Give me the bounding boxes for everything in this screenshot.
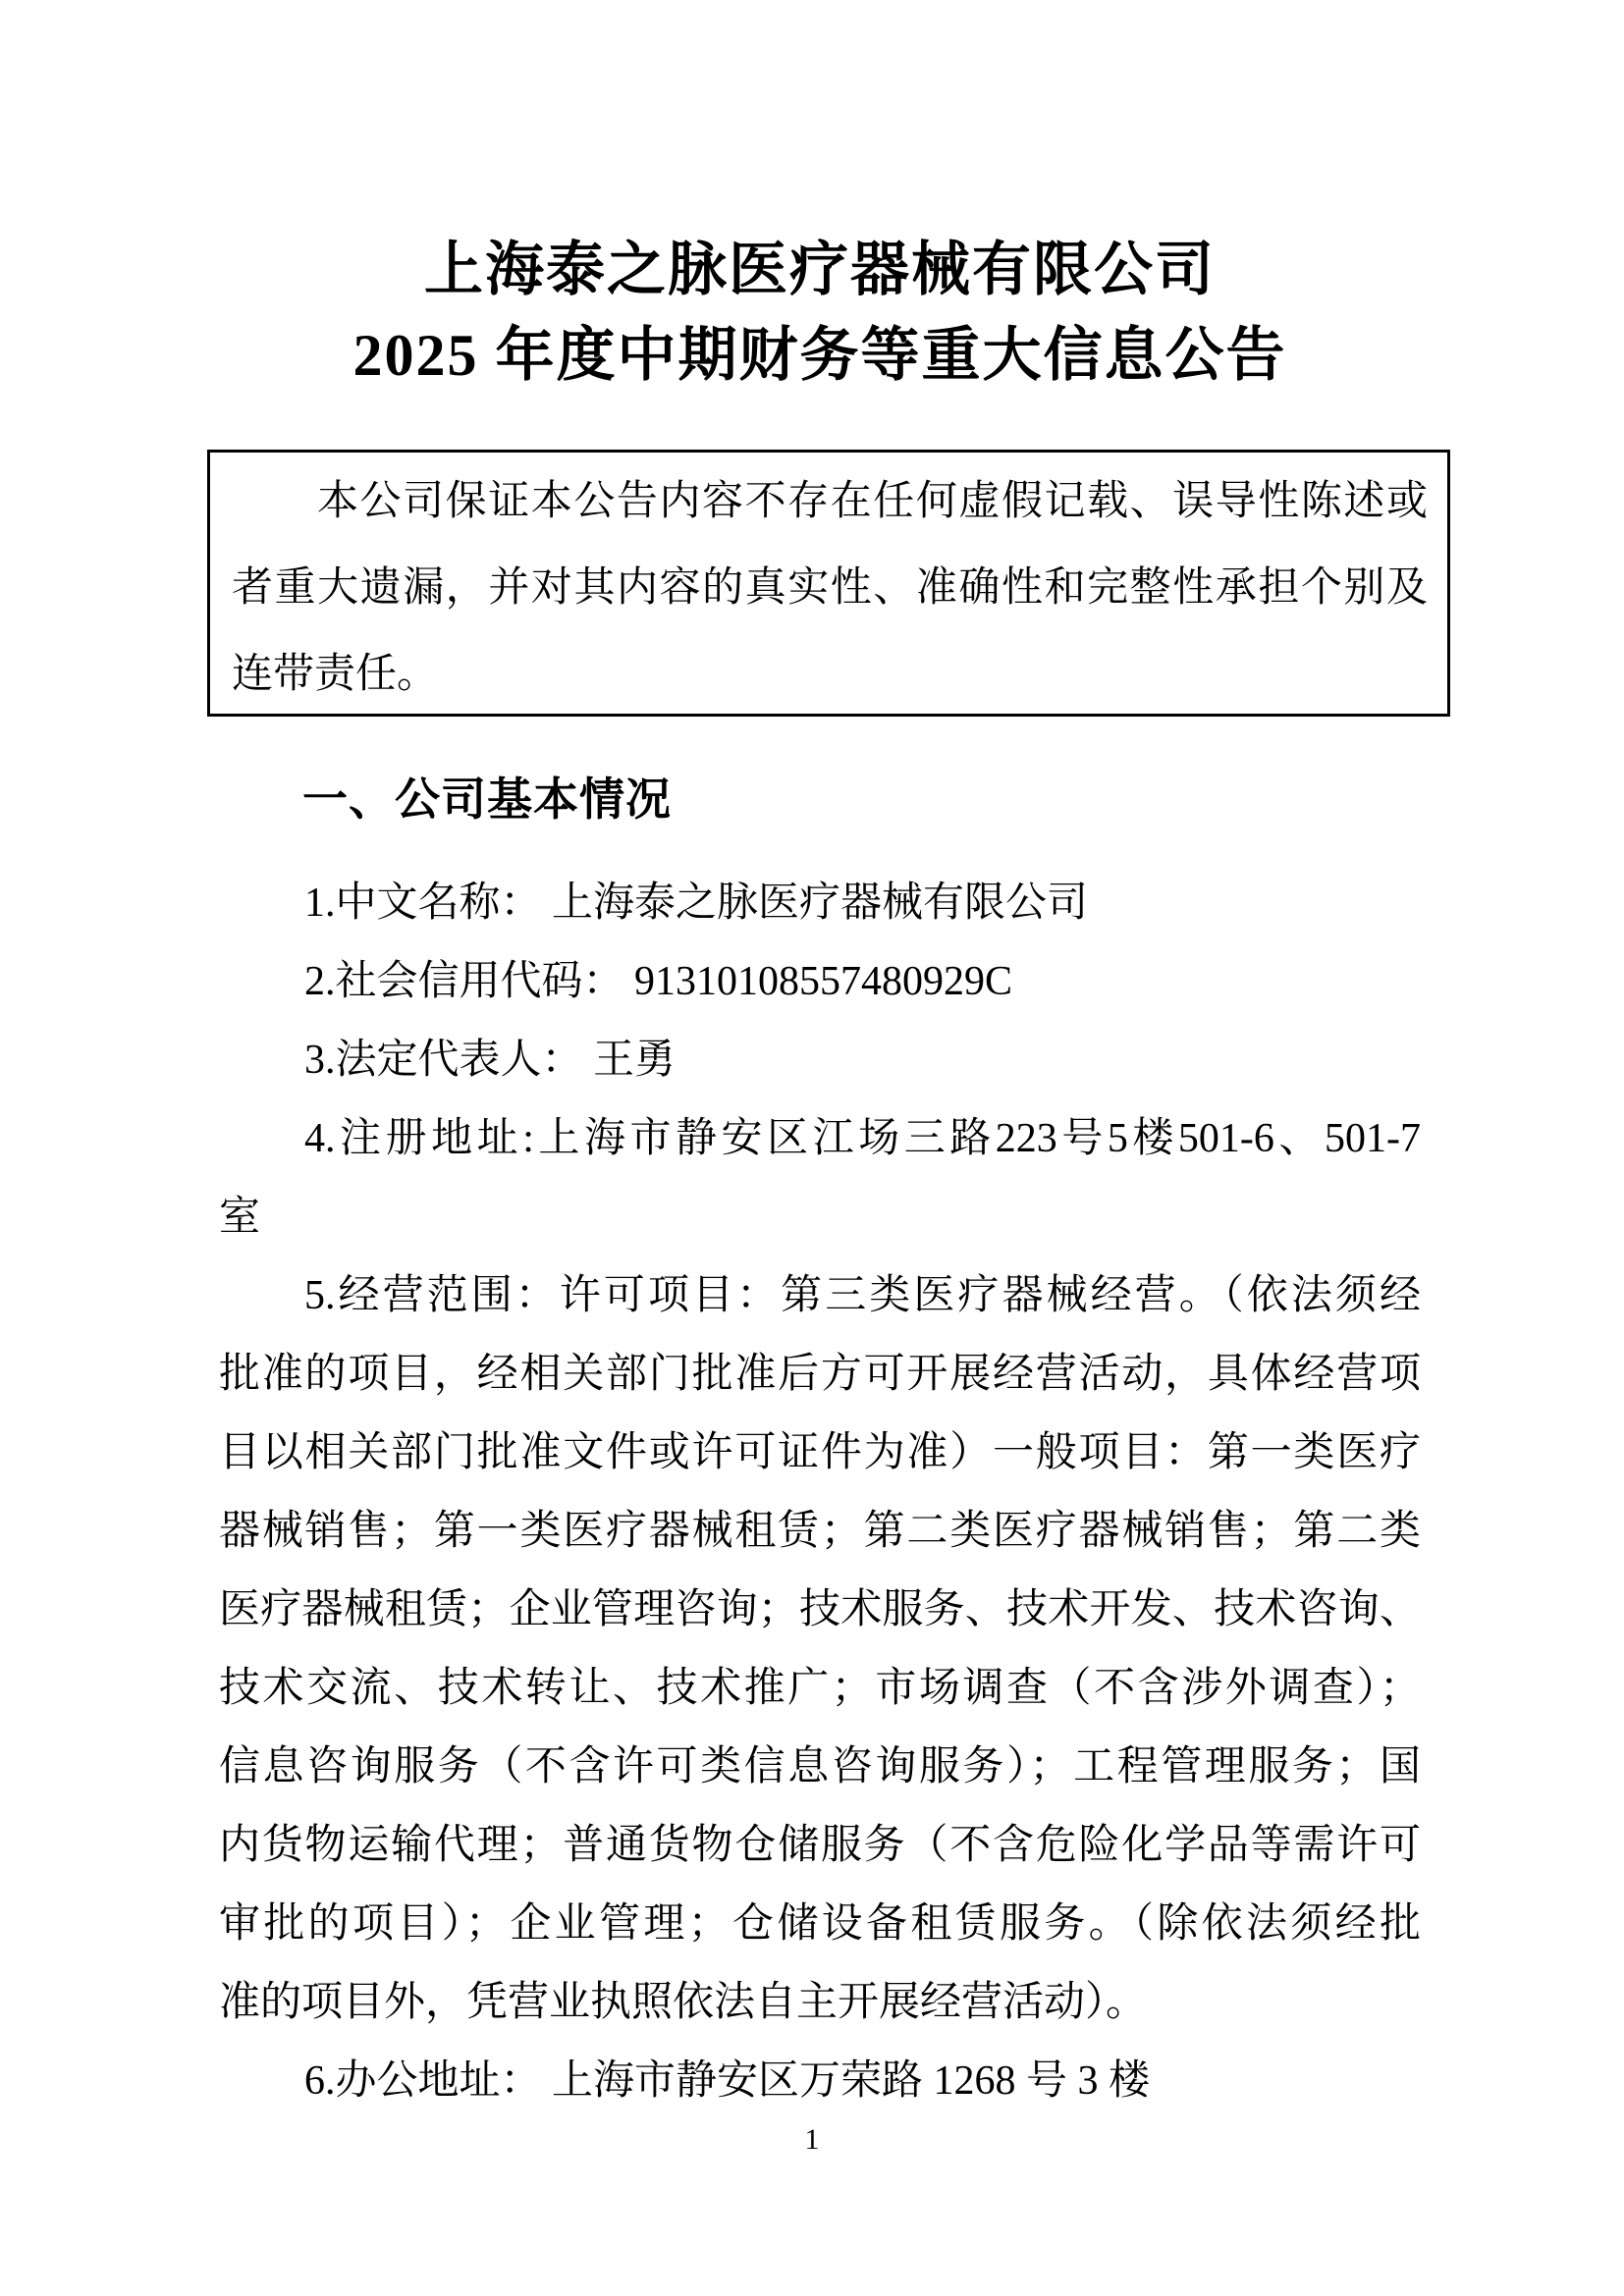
page-number: 1 xyxy=(804,2123,820,2156)
item-business-scope-line-2: 批准的项目，经相关部门批准后方可开展经营活动，具体经营项 xyxy=(219,1352,1421,1397)
item-credit-code: 2.社会信用代码： 91310108557480929C xyxy=(304,959,1013,1004)
item-registered-address-line-1: 4.注册地址:上海市静安区江场三路223号5楼501-6、501-7 xyxy=(304,1116,1421,1161)
item-business-scope-line-9: 审批的项目）；企业管理；仓储设备租赁服务。（除依法须经批 xyxy=(219,1901,1421,1947)
disclaimer-line-3: 连带责任。 xyxy=(232,652,439,697)
item-business-scope-line-7: 信息咨询服务（不含许可类信息咨询服务）；工程管理服务；国 xyxy=(219,1744,1421,1789)
document-title-line2: 2025 年度中期财务等重大信息公告 xyxy=(352,323,1287,388)
disclaimer-line-2: 者重大遗漏，并对其内容的真实性、准确性和完整性承担个别及 xyxy=(232,565,1428,611)
item-legal-representative: 3.法定代表人： 王勇 xyxy=(304,1038,677,1083)
item-business-scope-line-5: 医疗器械租赁；企业管理咨询；技术服务、技术开发、技术咨询、 xyxy=(219,1587,1421,1632)
disclaimer-line-1: 本公司保证本公告内容不存在任何虚假记载、误导性陈述或 xyxy=(317,479,1428,524)
section-heading: 一、公司基本情况 xyxy=(302,774,672,825)
disclaimer-box xyxy=(207,450,1450,717)
item-business-scope-line-6: 技术交流、技术转让、技术推广；市场调查（不含涉外调查）； xyxy=(219,1666,1421,1711)
item-registered-address-line-2: 室 xyxy=(219,1195,261,1240)
item-office-address: 6.办公地址： 上海市静安区万荣路 1268 号 3 楼 xyxy=(304,2058,1151,2104)
item-business-scope-line-10: 准的项目外，凭营业执照依法自主开展经营活动）。 xyxy=(219,1980,1148,2025)
item-business-scope-line-3: 目以相关部门批准文件或许可证件为准）一般项目：第一类医疗 xyxy=(219,1430,1421,1475)
document-title-line1: 上海泰之脉医疗器械有限公司 xyxy=(424,238,1216,302)
item-business-scope-line-8: 内货物运输代理；普通货物仓储服务（不含危险化学品等需许可 xyxy=(219,1823,1421,1868)
item-business-scope-line-1: 5.经营范围：许可项目：第三类医疗器械经营。（依法须经 xyxy=(304,1273,1421,1318)
company-info-list xyxy=(219,864,1421,2120)
document-title xyxy=(219,228,1421,399)
item-business-scope-line-4: 器械销售；第一类医疗器械租赁；第二类医疗器械销售；第二类 xyxy=(219,1509,1421,1554)
item-chinese-name: 1.中文名称： 上海泰之脉医疗器械有限公司 xyxy=(304,881,1089,926)
